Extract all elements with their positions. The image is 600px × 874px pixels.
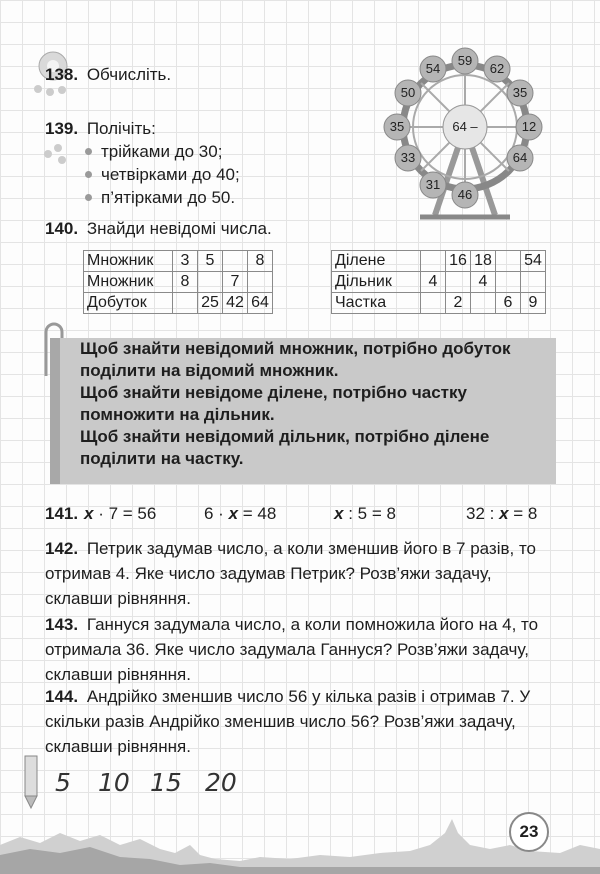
wheel-number: 35 xyxy=(512,85,528,100)
list-item: п’ятірками до 50. xyxy=(85,186,240,209)
table-row: Добуток 25 42 64 xyxy=(84,293,273,314)
task-number: 143. xyxy=(45,615,79,634)
task-143 xyxy=(45,612,545,687)
wheel-number: 59 xyxy=(457,53,473,68)
task-number: 139. xyxy=(45,119,79,138)
table-row: Множник 3 5 8 xyxy=(84,251,273,272)
task-text: Знайди невідомі числа. xyxy=(86,219,272,238)
table-row: Множник 8 7 xyxy=(84,272,273,293)
wheel-number: 64 xyxy=(512,150,528,165)
wheel-center: 64 – xyxy=(452,119,478,134)
task-text: Ганнуся задумала число, а коли помножила його на 4, то отримала 36. Яке число задумала Ганнуся? Розв’яжи задачу, склавши рівняння. xyxy=(45,615,539,684)
task-number: 144. xyxy=(45,687,79,706)
wheel-number: 33 xyxy=(400,150,416,165)
wheel-number: 31 xyxy=(425,177,441,192)
handwritten-number: 15 xyxy=(150,768,182,797)
list-item: трійками до 30; xyxy=(85,140,240,163)
wheel-number: 50 xyxy=(400,85,416,100)
task-139 xyxy=(45,116,345,141)
wheel-number: 54 xyxy=(425,61,441,76)
handwritten-number: 5 xyxy=(55,768,71,797)
page-number: 23 xyxy=(509,812,549,852)
task-number: 138. xyxy=(45,65,79,84)
equation: 6 · x = 48 xyxy=(204,504,277,523)
rule-box xyxy=(60,338,556,484)
task-text: Обчисліть. xyxy=(86,65,172,84)
task-text: Полічіть: xyxy=(86,119,156,138)
rule-text: Щоб знайти невідомий дільник, потрібно ділене поділити на частку. xyxy=(80,427,490,468)
pencil-icon xyxy=(18,752,44,812)
task-number: 140. xyxy=(45,219,79,238)
wheel-number: 62 xyxy=(489,61,505,76)
table-row: Ділене 16 18 54 xyxy=(332,251,546,272)
table-row: Дільник 4 4 xyxy=(332,272,546,293)
wheel-number: 35 xyxy=(389,119,405,134)
wheel-number: 46 xyxy=(457,187,473,202)
task-text: Андрійко зменшив число 56 у кілька разів і отримав 7. У скільки разів Андрійко зменшив число 56? Розв’яжи задачу, склавши рівняння. xyxy=(45,687,531,756)
task-144 xyxy=(45,684,545,759)
multiplication-table xyxy=(83,250,273,314)
decorative-dots-icon xyxy=(40,140,70,168)
division-table xyxy=(331,250,546,314)
handwritten-number: 20 xyxy=(205,768,237,797)
task-number: 142. xyxy=(45,539,79,558)
rule-text: Щоб знайти невідоме ділене, потрібно частку помножити на дільник. xyxy=(80,383,467,424)
count-list xyxy=(85,140,240,209)
table-row: Частка 2 6 9 xyxy=(332,293,546,314)
task-138 xyxy=(45,62,345,87)
ferris-wheel-illustration xyxy=(380,45,550,225)
equation: 32 : x = 8 xyxy=(466,504,538,523)
equation: x · 7 = 56 xyxy=(84,504,157,523)
equation: x : 5 = 8 xyxy=(334,504,396,523)
list-item: четвірками до 40; xyxy=(85,163,240,186)
task-140 xyxy=(45,216,345,241)
wheel-number: 12 xyxy=(521,119,537,134)
task-text: Петрик задумав число, а коли зменшив його в 7 разів, то отримав 4. Яке число задумав Петрик? Розв’яжи задачу, склавши рівняння. xyxy=(45,539,537,608)
task-142 xyxy=(45,536,545,611)
task-141-number: 141. xyxy=(45,504,79,523)
rule-text: Щоб знайти невідомий множник, потрібно добуток поділити на відомий множник. xyxy=(80,339,511,380)
handwritten-number: 10 xyxy=(98,768,130,797)
